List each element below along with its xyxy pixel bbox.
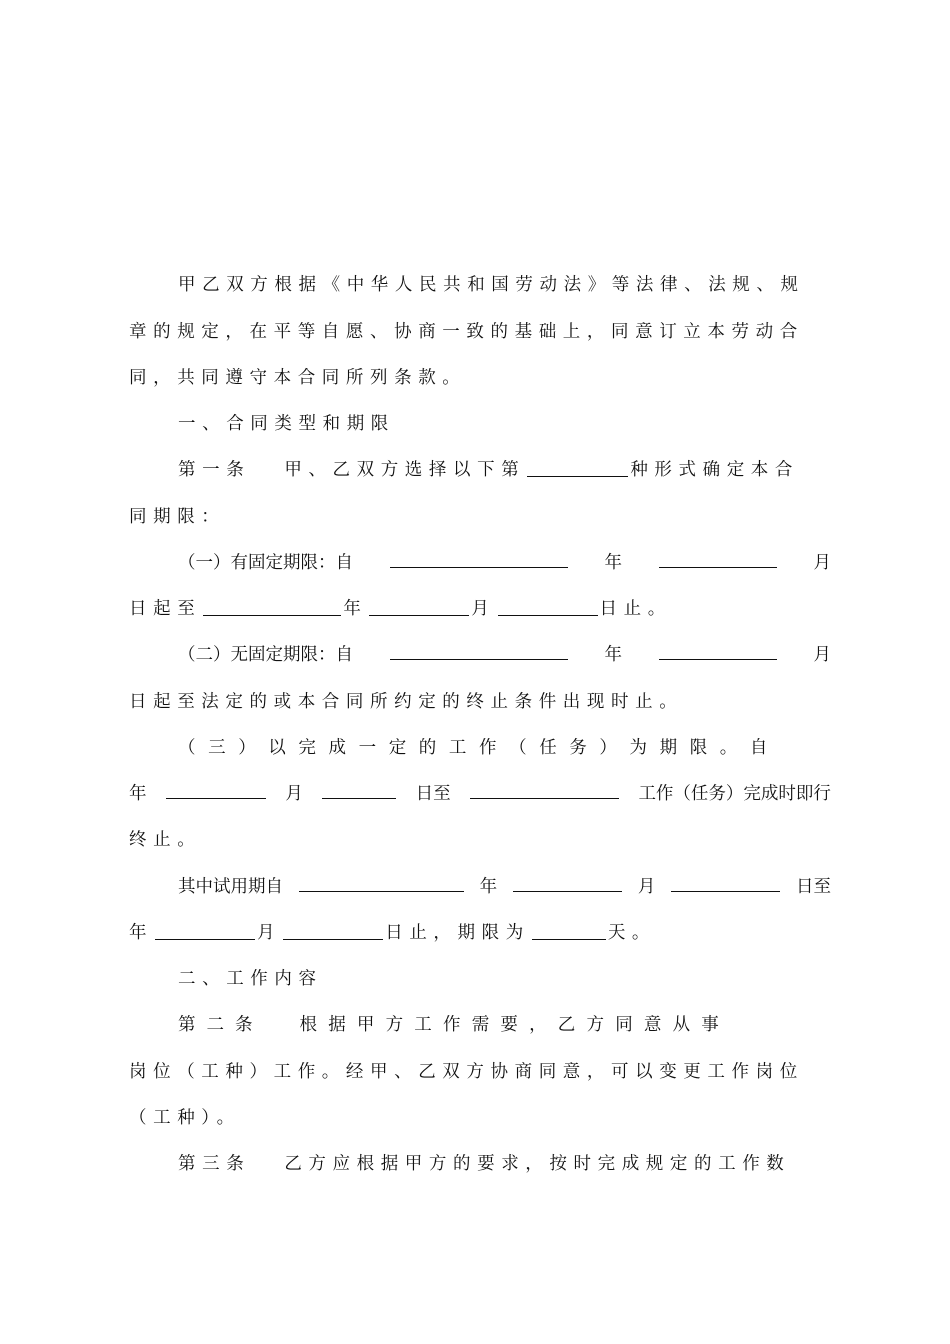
text: （二）无固定期限：自 bbox=[178, 645, 353, 665]
text: 同期限： bbox=[129, 507, 226, 527]
text: 甲、乙双方选择以下第 bbox=[284, 460, 526, 480]
blank-field[interactable] bbox=[155, 920, 255, 940]
text: 年 bbox=[604, 645, 622, 665]
blank-field[interactable] bbox=[369, 596, 469, 616]
blank-field[interactable] bbox=[498, 596, 598, 616]
heading-text: 一、合同类型和期限 bbox=[178, 414, 395, 434]
blank-field[interactable] bbox=[532, 920, 606, 940]
text: 月 bbox=[285, 784, 303, 804]
option-2-line-2 bbox=[129, 687, 831, 717]
text: 年 bbox=[129, 923, 154, 943]
blank-field[interactable] bbox=[299, 872, 464, 892]
blank-field[interactable] bbox=[659, 548, 777, 568]
blank-field[interactable] bbox=[203, 596, 341, 616]
text: 天。 bbox=[607, 923, 657, 943]
blank-field[interactable] bbox=[659, 640, 777, 660]
text: 甲乙双方根据《中华人民共和国劳动法》等法律、法规、规 bbox=[178, 275, 805, 295]
text: 年 bbox=[604, 553, 622, 573]
article-1-line-1 bbox=[178, 455, 831, 485]
text: 乙方应根据甲方的要求，按时完成规定的工作数 bbox=[284, 1154, 791, 1174]
blank-field[interactable] bbox=[513, 872, 622, 892]
text: （三）以完成一定的工作（任务）为期限。自 bbox=[178, 738, 780, 758]
text: 日止。 bbox=[599, 599, 672, 619]
option-3-line-1 bbox=[178, 733, 831, 763]
article-2-line-3 bbox=[129, 1103, 831, 1133]
option-3-line-2 bbox=[129, 779, 831, 809]
option-3-line-3 bbox=[129, 825, 831, 855]
text: 工作（任务）完成时即行 bbox=[638, 784, 831, 804]
blank-field[interactable] bbox=[283, 920, 383, 940]
article-2-line-1 bbox=[178, 1010, 831, 1040]
article-number: 第三条 bbox=[178, 1154, 251, 1174]
text: 日起至法定的或本合同所约定的终止条件出现时止。 bbox=[129, 692, 684, 712]
text: 同，共同遵守本合同所列条款。 bbox=[129, 368, 467, 388]
text: 根据甲方工作需要，乙方同意从事 bbox=[299, 1015, 730, 1035]
text: 月 bbox=[471, 599, 496, 619]
article-2-line-2 bbox=[129, 1057, 831, 1087]
text: 月 bbox=[813, 645, 831, 665]
article-number: 第二条 bbox=[178, 1015, 264, 1035]
text: 日至 bbox=[795, 877, 831, 897]
text: 岗位（工种）工作。经甲、乙双方协商同意，可以变更工作岗位 bbox=[129, 1062, 804, 1082]
text: 章的规定，在平等自愿、协商一致的基础上，同意订立本劳动合 bbox=[129, 322, 804, 342]
blank-field[interactable] bbox=[527, 457, 628, 477]
text: 年 bbox=[479, 877, 498, 897]
section-heading-2 bbox=[178, 964, 831, 994]
text: 月 bbox=[813, 553, 831, 573]
probation-line-2 bbox=[129, 918, 831, 948]
text: 种形式确定本合 bbox=[630, 460, 800, 480]
text: 月 bbox=[637, 877, 656, 897]
option-1-line-1 bbox=[178, 548, 831, 578]
preamble-line-3 bbox=[129, 363, 831, 393]
blank-field[interactable] bbox=[390, 548, 568, 568]
text: 年 bbox=[343, 599, 368, 619]
blank-field[interactable] bbox=[671, 872, 780, 892]
text: 日止，期限为 bbox=[385, 923, 530, 943]
text: 日至 bbox=[415, 784, 451, 804]
preamble-line-2 bbox=[129, 317, 831, 347]
article-1-line-2 bbox=[129, 502, 831, 532]
blank-field[interactable] bbox=[390, 640, 568, 660]
text: 月 bbox=[257, 923, 282, 943]
blank-field[interactable] bbox=[470, 779, 619, 799]
text: （一）有固定期限：自 bbox=[178, 553, 353, 573]
option-1-line-2 bbox=[129, 594, 831, 624]
section-heading-1 bbox=[178, 409, 831, 439]
text: 其中试用期自 bbox=[178, 877, 283, 897]
text: 终止。 bbox=[129, 830, 202, 850]
preamble-line-1 bbox=[178, 270, 831, 300]
heading-text: 二、工作内容 bbox=[178, 969, 323, 989]
blank-field[interactable] bbox=[166, 779, 266, 799]
option-2-line-1 bbox=[178, 640, 831, 670]
text: 日起至 bbox=[129, 599, 202, 619]
article-number: 第一条 bbox=[178, 460, 251, 480]
text: （工种）。 bbox=[129, 1108, 241, 1128]
probation-line-1 bbox=[178, 872, 831, 902]
article-3-line-1 bbox=[178, 1149, 831, 1179]
blank-field[interactable] bbox=[322, 779, 396, 799]
text: 年 bbox=[129, 784, 147, 804]
